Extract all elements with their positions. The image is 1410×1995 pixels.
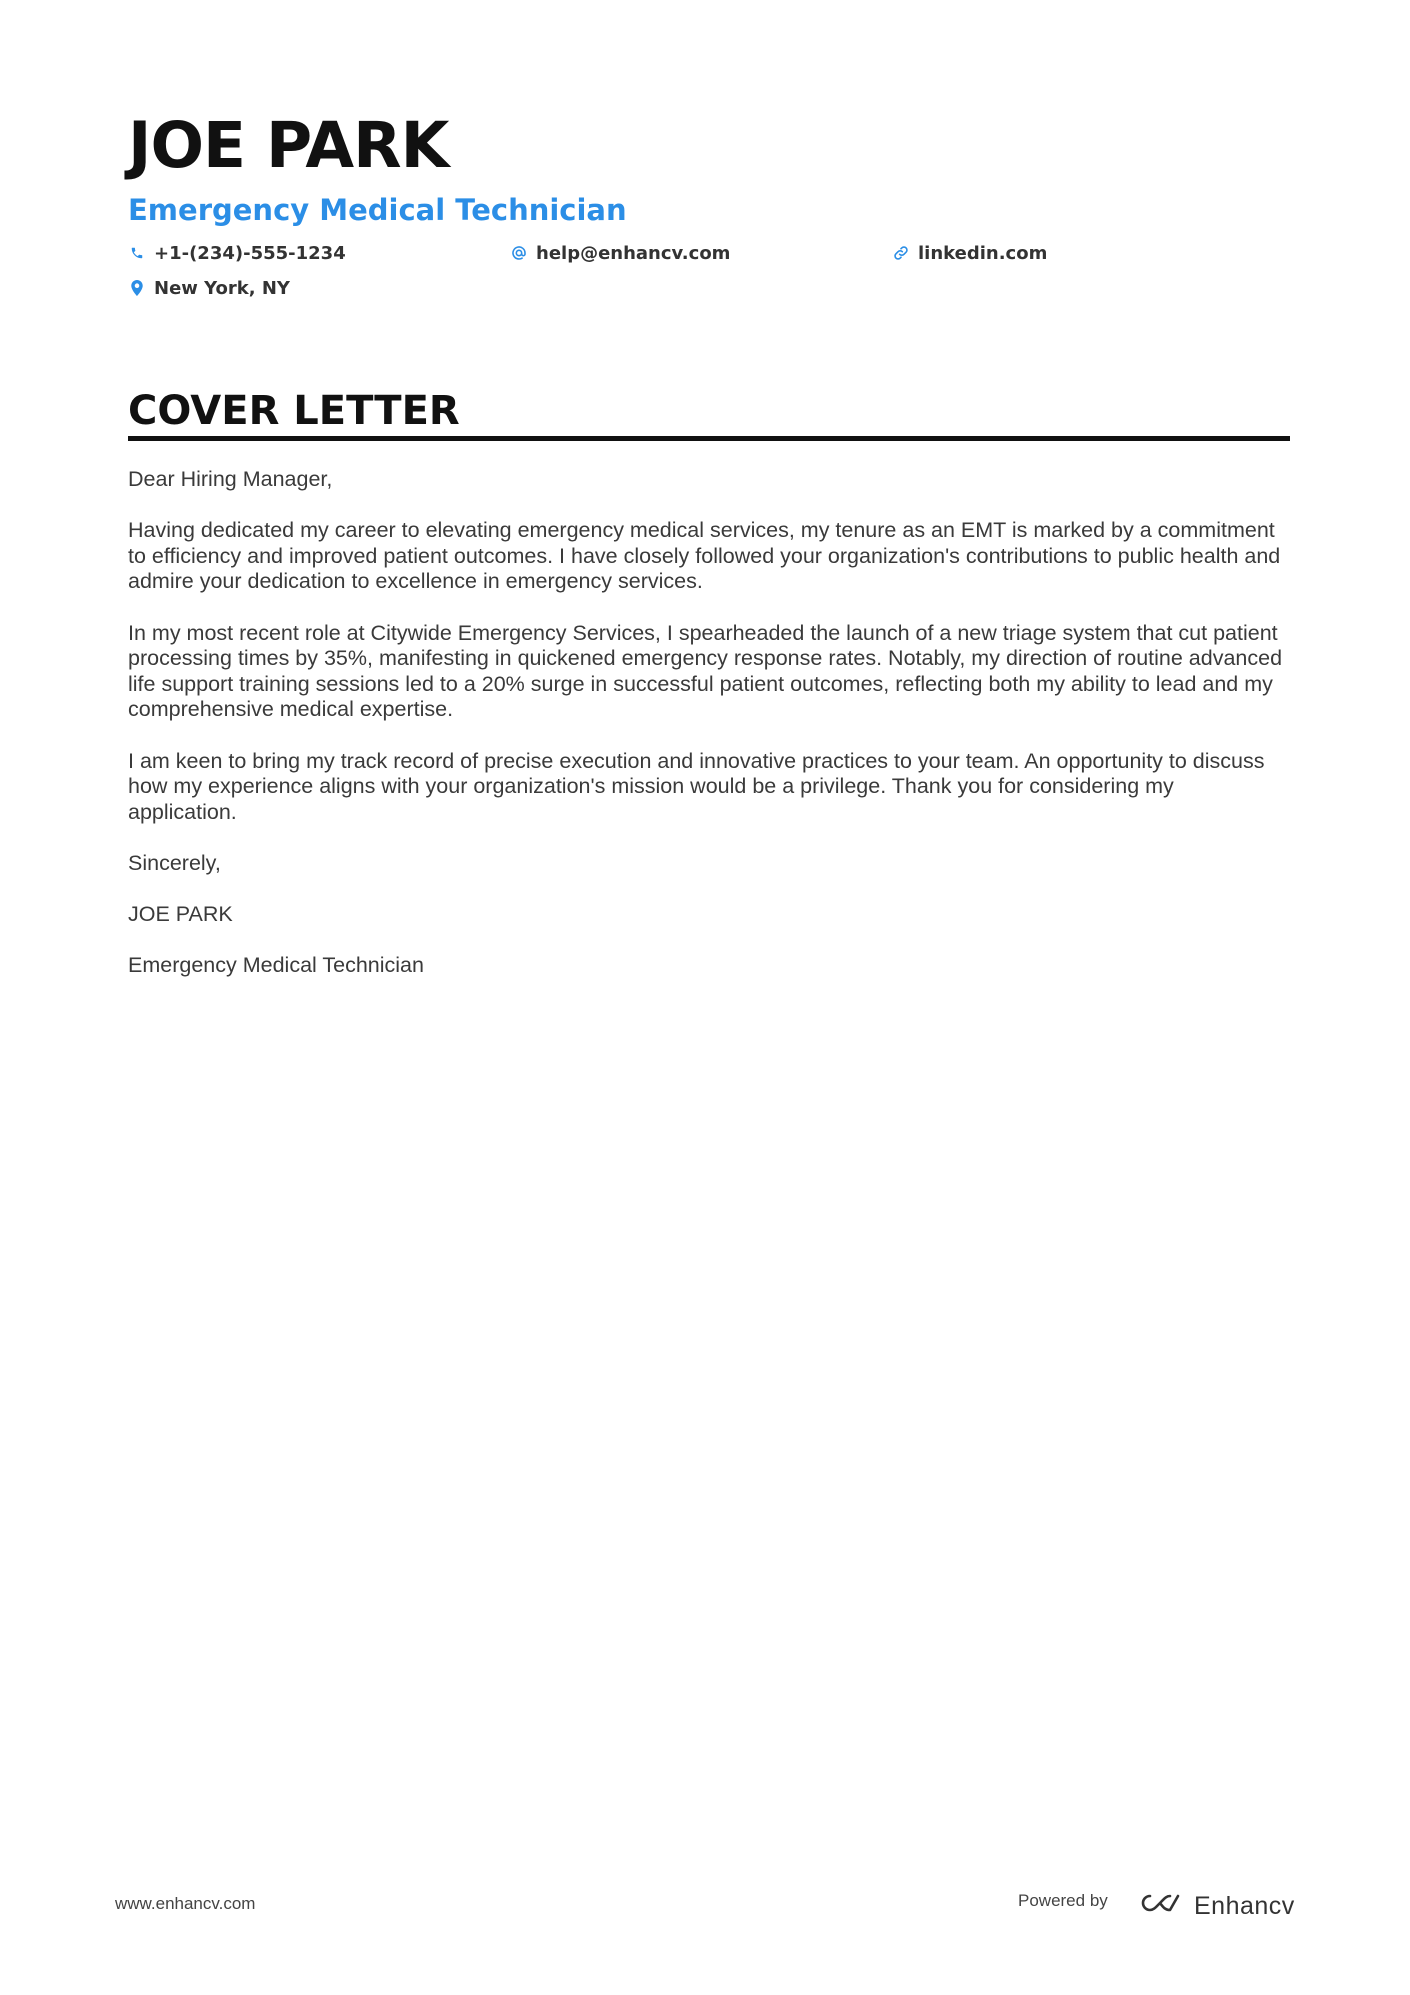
letter-paragraph: Having dedicated my career to elevating emergency medical services, my tenure as an EMT is marked by a commitment to efficiency and improved patient outcomes. I have closely followed your organization's contributions to public health and admire your dedication to excellence in emergency services.: [128, 518, 1281, 594]
contact-link-text[interactable]: linkedin.com: [918, 242, 1048, 264]
contact-email-text[interactable]: help@enhancv.com: [536, 242, 731, 264]
footer-url[interactable]: www.enhancv.com: [115, 1894, 256, 1913]
contact-location-text: New York, NY: [154, 277, 290, 299]
at-icon: [510, 244, 528, 262]
letter-salutation: Dear Hiring Manager,: [128, 467, 333, 491]
letter-paragraph: In my most recent role at Citywide Emergency Services, I spearheaded the launch of a new triage system that cut patient processing times by 35%, manifesting in quickened emergency response rates. Notably, my direction of routine advanced life support training sessions led to a 20% surge in successful patient outcomes, reflecting both my ability to lead and my comprehensive medical expertise.: [128, 620, 1283, 722]
contact-link: [892, 240, 1047, 266]
contact-phone: [128, 240, 346, 266]
brand-logo[interactable]: [1138, 1890, 1295, 1921]
section-divider: [128, 436, 1290, 441]
link-icon: [892, 244, 910, 262]
letter-body: [128, 467, 1288, 1004]
section-title: COVER LETTER: [128, 388, 460, 434]
powered-by-label: Powered by: [1018, 1891, 1108, 1910]
location-pin-icon: [128, 279, 146, 297]
letter-closing: Sincerely,: [128, 850, 221, 875]
brand-name: Enhancv: [1194, 1891, 1295, 1920]
enhancv-logo-icon: [1138, 1890, 1184, 1921]
contact-email: [510, 240, 730, 266]
letter-paragraph: I am keen to bring my track record of precise execution and innovative practices to your team. An opportunity to discuss how my experience aligns with your organization's mission would be a privilege. Thank you for considering my application.: [128, 748, 1265, 824]
signature-title: Emergency Medical Technician: [128, 953, 424, 978]
contact-phone-text[interactable]: +1-(234)-555-1234: [154, 242, 346, 264]
signature-name: JOE PARK: [128, 902, 233, 927]
candidate-name: JOE PARK: [128, 109, 449, 182]
candidate-title: Emergency Medical Technician: [128, 193, 627, 227]
contact-location: [128, 275, 290, 301]
phone-icon: [128, 244, 146, 262]
